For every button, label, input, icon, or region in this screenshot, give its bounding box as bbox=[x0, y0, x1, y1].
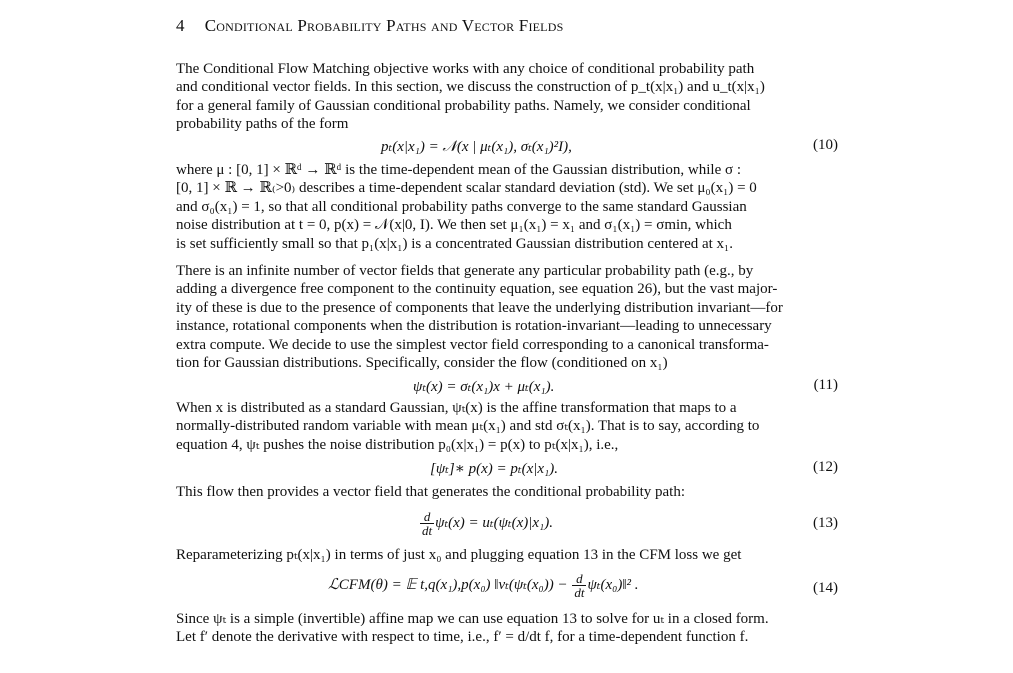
equation-11 bbox=[176, 377, 838, 397]
text-line: is set sufficiently small so that p₁(x|x₁) is a concentrated Gaussian distribution centered at x₁. bbox=[176, 235, 734, 252]
paragraph-vector-fields bbox=[176, 262, 838, 372]
paragraph-flow bbox=[176, 483, 838, 501]
text-line: and σ₀(x₁) = 1, so that all conditional probability paths converge to the same standard Gaussian bbox=[176, 198, 747, 215]
equation-number: (11) bbox=[813, 377, 838, 393]
text-line: normally-distributed random variable with mean μₜ(x₁) and std σₜ(x₁). That is to say, according to bbox=[176, 418, 760, 435]
equation-body: pₜ(x|x₁) = 𝒩(x | μₜ(x₁), σₜ(x₁)²I), bbox=[381, 139, 572, 155]
section-title: Conditional Probability Paths and Vector Fields bbox=[204, 16, 564, 35]
text-line: This flow then provides a vector field that generates the conditional probability path: bbox=[176, 484, 686, 500]
text-line: extra compute. We decide to use the simplest vector field corresponding to a canonical transforma- bbox=[176, 336, 769, 353]
text-line: for a general family of Gaussian conditional probability paths. Namely, we consider conditional bbox=[176, 97, 751, 114]
text-line: adding a divergence free component to the continuity equation, see equation 26), but the vast major- bbox=[176, 281, 778, 298]
paragraph-intro bbox=[176, 60, 838, 134]
equation-12 bbox=[176, 459, 838, 479]
text-line: There is an infinite number of vector fields that generate any particular probability path (e.g., by bbox=[176, 263, 754, 279]
text-line: Let f′ denote the derivative with respect to time, i.e., f′ = d/dt f, for a time-dependent function f. bbox=[176, 629, 749, 646]
text-line: Reparameterizing pₜ(x|x₁) in terms of just x₀ and plugging equation 13 in the CFM loss we get bbox=[176, 547, 742, 563]
equation-number: (10) bbox=[813, 137, 838, 153]
equation-body: [ψₜ]∗ p(x) = pₜ(x|x₁). bbox=[430, 461, 558, 477]
text-line: The Conditional Flow Matching objective works with any choice of conditional probability path bbox=[176, 61, 755, 77]
text-line: When x is distributed as a standard Gaussian, ψₜ(x) is the affine transformation that maps to a bbox=[176, 400, 737, 416]
equation-number: (12) bbox=[813, 459, 838, 475]
text-line: ity of these is due to the presence of components that leave the underlying distribution invariant—for bbox=[176, 299, 783, 316]
section-heading bbox=[176, 16, 563, 36]
text-line: and conditional vector fields. In this section, we discuss the construction of p_t(x|x₁) and u_t(x|x₁) bbox=[176, 79, 765, 96]
equation-number: (14) bbox=[813, 580, 838, 596]
text-line: Since ψₜ is a simple (invertible) affine map we can use equation 13 to solve for uₜ in a closed form. bbox=[176, 611, 769, 627]
text-line: where μ : [0, 1] × ℝᵈ → ℝᵈ is the time-dependent mean of the Gaussian distribution, while σ : bbox=[176, 162, 741, 178]
derivative-fraction: $\frac{d}{dt}$ bbox=[422, 509, 433, 538]
text-line: instance, rotational components when the distribution is rotation-invariant—leading to unnecessary bbox=[176, 318, 772, 335]
section-number: 4 bbox=[176, 16, 185, 35]
paragraph-gaussian-definition bbox=[176, 161, 838, 253]
paragraph-affine-map bbox=[176, 399, 838, 454]
equation-number: (13) bbox=[813, 515, 838, 531]
equation-13 bbox=[176, 510, 838, 540]
equation-body: ψₜ(x) = σₜ(x₁)x + μₜ(x₁). bbox=[413, 379, 555, 395]
text-line: noise distribution at t = 0, p(x) = 𝒩(x|0, I). We then set μ₁(x₁) = x₁ and σ₁(x₁) = σmin, which bbox=[176, 217, 732, 234]
text-line: tion for Gaussian distributions. Specifically, consider the flow (conditioned on x₁) bbox=[176, 355, 668, 372]
text-line: probability paths of the form bbox=[176, 116, 349, 133]
equation-body: ψₜ(x) = uₜ(ψₜ(x)|x₁). bbox=[435, 514, 554, 531]
equation-10 bbox=[176, 137, 838, 157]
equation-left: ℒCFM(θ) = 𝔼 t,q(x₁),p(x₀) ‖vₜ(ψₜ(x₀)) − bbox=[328, 576, 572, 593]
paragraph-reparameterizing bbox=[176, 546, 838, 564]
equation-right: ψₜ(x₀)‖² . bbox=[587, 576, 639, 593]
equation-14 bbox=[176, 572, 838, 602]
paragraph-closed-form bbox=[176, 610, 838, 647]
text-line: equation 4, ψₜ pushes the noise distribution p₀(x|x₁) = p(x) to pₜ(x|x₁), i.e., bbox=[176, 436, 619, 453]
text-line: [0, 1] × ℝ → ℝ₍>0₎ describes a time-dependent scalar standard deviation (std). We set μ₀(x₁) = 0 bbox=[176, 180, 757, 197]
derivative-fraction: $\frac{d}{dt}$ bbox=[574, 571, 585, 600]
